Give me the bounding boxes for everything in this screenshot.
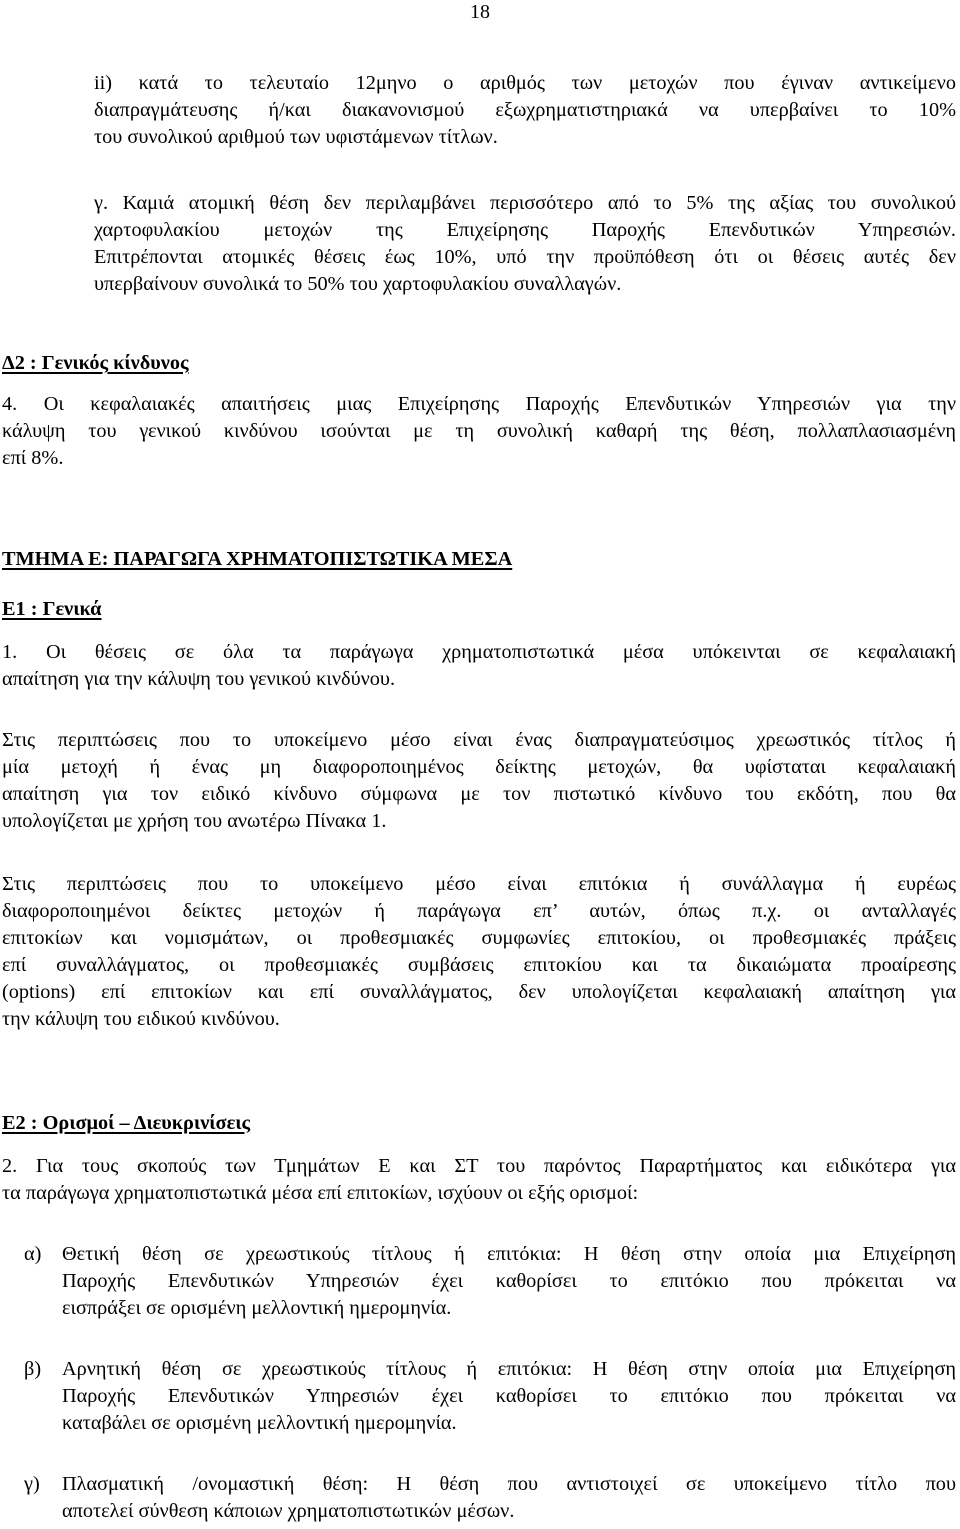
text-line: επιτοκίων και νομισμάτων, οι προθεσμιακές συμφωνίες επιτοκίου, οι προθεσμιακές πράξεις: [2, 927, 956, 949]
text-line: Παροχής Επενδυτικών Υπηρεσιών έχει καθορίσει το επιτόκιο που πρόκειται να: [62, 1385, 956, 1407]
text-line: μία μετοχή ή ένας μη διαφοροποιημένος δείκτης μετοχών, θα υφίσταται κεφαλαιακή: [2, 756, 956, 778]
text-line: 4. Οι κεφαλαιακές απαιτήσεις μιας Επιχείρησης Παροχής Επενδυτικών Υπηρεσιών για την: [2, 393, 956, 415]
text-line: επί συναλλάγματος, οι προθεσμιακές συμβάσεις επιτοκίου και τα δικαιώματα προαίρεσης: [2, 954, 956, 976]
page-number: 18: [470, 1, 490, 23]
text-line: χαρτοφυλακίου μετοχών της Επιχείρησης Παροχής Επενδυτικών Υπηρεσιών.: [94, 219, 956, 241]
paragraph-2: [2, 1153, 956, 1207]
text-line: αποτελεί σύνθεση κάποιων χρηματοπιστωτικών μέσων.: [62, 1500, 515, 1522]
text-line: (options) επί επιτοκίων και επί συναλλάγματος, δεν υπολογίζεται κεφαλαιακή απαίτηση για: [2, 981, 956, 1003]
list-label: β): [24, 1358, 42, 1380]
item-gamma-paragraph: [94, 190, 956, 298]
section-d2-heading: Δ2 : Γενικός κίνδυνος: [2, 352, 189, 374]
section-e1-heading: Ε1 : Γενικά: [2, 598, 102, 620]
text-line: απαίτηση για την κάλυψη του γενικού κινδύνου.: [2, 668, 396, 690]
text-line: Πλασματική /ονομαστική θέση: Η θέση που αντιστοιχεί σε υποκείμενο τίτλο που: [62, 1473, 956, 1495]
text-line: Αρνητική θέση σε χρεωστικούς τίτλους ή επιτόκια: Η θέση στην οποία μια Επιχείρηση: [62, 1358, 956, 1380]
item-ii-paragraph: [94, 70, 956, 151]
section-e2-heading: Ε2 : Ορισμοί – Διευκρινίσεις: [2, 1112, 251, 1134]
text-line: Στις περιπτώσεις που το υποκείμενο μέσο είναι ένας διαπραγματεύσιμος χρεωστικός τίτλος ή: [2, 729, 956, 751]
text-line: εισπράξει σε ορισμένη μελλοντική ημερομηνία.: [62, 1297, 452, 1319]
text-line: 1. Οι θέσεις σε όλα τα παράγωγα χρηματοπιστωτικά μέσα υπόκεινται σε κεφαλαιακή: [2, 641, 956, 663]
paragraph-4: [2, 391, 956, 472]
text-line: υπολογίζεται με χρήση του ανωτέρω Πίνακα 1.: [2, 810, 387, 832]
definition-alpha: [24, 1241, 956, 1322]
text-line: κάλυψη του γενικού κινδύνου ισούνται με τη συνολική καθαρή της θέση, πολλαπλασιασμένη: [2, 420, 956, 442]
text-line: υπερβαίνουν συνολικά το 50% του χαρτοφυλακίου συναλλαγών.: [94, 273, 622, 295]
text-line: διαφοροποιημένοι δείκτες μετοχών ή παράγωγα επ’ αυτών, όπως π.χ. οι ανταλλαγές: [2, 900, 956, 922]
text-line: ii) κατά το τελευταίο 12μηνο ο αριθμός των μετοχών που έγιναν αντικείμενο: [94, 72, 956, 94]
text-line: 2. Για τους σκοπούς των Τμημάτων Ε και ΣΤ του παρόντος Παραρτήματος και ειδικότερα για: [2, 1155, 956, 1177]
text-line: του συνολικού αριθμού των υφιστάμενων τίτλων.: [94, 126, 498, 148]
text-line: διαπραγμάτευσης ή/και διακανονισμού εξωχρηματιστηριακά να υπερβαίνει το 10%: [94, 99, 956, 121]
text-line: Επιτρέπονται ατομικές θέσεις έως 10%, υπό την προϋπόθεση ότι οι θέσεις αυτές δεν: [94, 246, 956, 268]
paragraph-specific-risk: [2, 727, 956, 835]
paragraph-no-specific-risk: [2, 871, 956, 1033]
text-line: τα παράγωγα χρηματοπιστωτικά μέσα επί επιτοκίων, ισχύουν οι εξής ορισμοί:: [2, 1182, 639, 1204]
text-line: γ. Καμιά ατομική θέση δεν περιλαμβάνει περισσότερο από το 5% της αξίας του συνολικού: [94, 192, 956, 214]
text-line: Στις περιπτώσεις που το υποκείμενο μέσο είναι επιτόκια ή συνάλλαγμα ή ευρέως: [2, 873, 956, 895]
paragraph-1: [2, 639, 956, 693]
text-line: την κάλυψη του ειδικού κινδύνου.: [2, 1008, 280, 1030]
definition-gamma: [24, 1471, 956, 1525]
text-line: απαίτηση για τον ειδικό κίνδυνο σύμφωνα με τον πιστωτικό κίνδυνο του εκδότη, που θα: [2, 783, 956, 805]
list-label: α): [24, 1243, 42, 1265]
text-line: Θετική θέση σε χρεωστικούς τίτλους ή επιτόκια: Η θέση στην οποία μια Επιχείρηση: [62, 1243, 956, 1265]
text-line: επί 8%.: [2, 447, 64, 469]
definition-beta: [24, 1356, 956, 1437]
text-line: καταβάλει σε ορισμένη μελλοντική ημερομηνία.: [62, 1412, 457, 1434]
list-label: γ): [24, 1473, 40, 1495]
section-e-title: ΤΜΗΜΑ Ε: ΠΑΡΑΓΩΓΑ ΧΡΗΜΑΤΟΠΙΣΤΩΤΙΚΑ ΜΕΣΑ: [2, 548, 513, 570]
text-line: Παροχής Επενδυτικών Υπηρεσιών έχει καθορίσει το επιτόκιο που πρόκειται να: [62, 1270, 956, 1292]
